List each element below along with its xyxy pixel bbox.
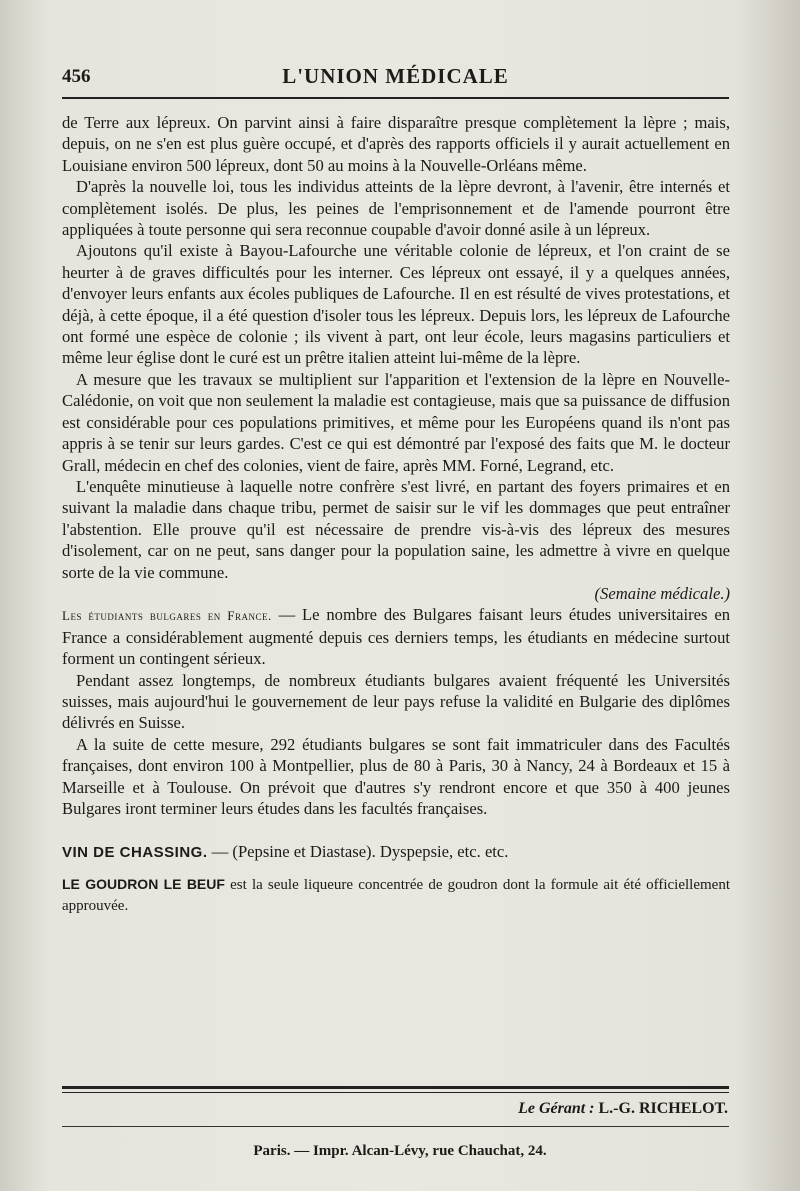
gerant-name: L.-G. RICHELOT. — [594, 1100, 728, 1117]
paragraph-5: L'enquête minutieuse à laquelle notre confrère s'est livré, en partant des foyers primaires et en suivant la maladie dans chaque tribu, permet de saisir sur le vif les dommages que peut entraîner l'abstention. Elle prouve qu'il est nécessaire de prendre vis-à-vis des lépreux des mesures d'isolement, car on ne peut, sans danger pour la population saine, les admettre à vivre en quelque sorte de la vie commune. — [62, 476, 730, 582]
bulgares-intro — [62, 604, 730, 669]
imprint-rule — [62, 1126, 729, 1127]
paragraph-4: A mesure que les travaux se multiplient sur l'apparition et l'extension de la lèpre en Nouvelle-Calédonie, on voit que non seulement la maladie est contagieuse, mais que sa puissance de diffusion est considérable pour ces populations primitives, et même pour les Européens quand ils n'ont pas appris à se tenir sur leurs gardes. C'est ce qui est démontré par l'exposé des faits que M. le docteur Grall, médecin en chef des colonies, vient de faire, après MM. Forné, Legrand, etc. — [62, 369, 730, 475]
paragraph-2: D'après la nouvelle loi, tous les individus atteints de la lèpre devront, à l'avenir, être internés et complètement isolés. De plus, les peines de l'emprisonnement et de l'amende pourront être appliquées à toute personne qui sera reconnue coupable d'avoir donné asile à un lépreux. — [62, 177, 730, 240]
gerant-label: Le Gérant : — [518, 1100, 595, 1117]
vin-title: VIN DE CHASSING. — [62, 844, 208, 862]
goudron-title: LE GOUDRON LE BEUF — [62, 875, 225, 892]
bulgares-paragraph-2: Pendant assez longtemps, de nombreux étudiants bulgares avaient fréquenté les Universités suisses, mais aujourd'hui le gouvernement de leur pays refuse la validité en Bulgarie des diplômes délivrés en Suisse. — [62, 670, 730, 733]
bulgares-paragraph-3: A la suite de cette mesure, 292 étudiants bulgares se sont fait immatriculer dans des Facultés françaises, dont environ 100 à Montpellier, plus de 80 à Paris, 30 à Nancy, 24 à Bordeaux et 15 à Marseille et à Toulouse. On prévoit que d'autres s'y rendront encore et que 350 à 400 jeunes Bulgares iront terminer leurs études dans les facultés françaises. — [62, 734, 730, 818]
paragraph-3: Ajoutons qu'il existe à Bayou-Lafourche une véritable colonie de lépreux, et l'on craint de se heurter à de graves difficultés pour les interner. Ces lépreux ont essayé, il y a quelques années, d'envoyer leurs enfants aux écoles publiques de Lafourche. Il en est résulté de vives protestations, et déjà, à cette époque, il a été question d'isoler tous les lépreux. Depuis lors, les lépreux de Lafourche ont formé une espèce de colonie ; ils vivent à part, ont leur école, leurs magasins particuliers et même leur église dont le curé est un prêtre italien atteint lui-même de la lèpre. — [62, 241, 730, 368]
vin-text: — (Pepsine et Diastase). Dyspepsie, etc. etc. — [207, 842, 509, 862]
page-header — [62, 60, 729, 94]
bulgares-intro-text: — Le nombre des Bulgares faisant leurs études universitaires en France a considérablement augmenté depuis ces derniers temps, les étudiants en médecine surtout forment un contingent sérieux. — [62, 605, 731, 669]
footer-rule — [62, 1086, 729, 1093]
imprint-line: Paris. — Impr. Alcan-Lévy, rue Chauchat, 24. — [253, 1143, 547, 1159]
paragraph-1: de Terre aux lépreux. On parvint ainsi à faire disparaître presque complètement la lèpre ; mais, depuis, on ne s'en est plus guère occupé, et d'après des rapports officiels il y aurait actuellement en Louisiane environ 500 lépreux, dont 50 au moins à la Nouvelle-Orléans même. — [62, 113, 730, 175]
goudron-text: est la seule liqueure concentrée de goudron dont la formule ait été officiellement approuvée. — [62, 876, 730, 915]
gerant-line — [518, 1100, 728, 1118]
article-body — [62, 112, 730, 918]
journal-title: L'UNION MÉDICALE — [282, 64, 509, 88]
bulgares-heading: Les étudiants bulgares en France. — [62, 608, 272, 624]
vin-advertisement — [62, 841, 730, 863]
goudron-advertisement — [62, 874, 730, 918]
source-citation: (Semaine médicale.) — [594, 583, 730, 603]
header-rule — [62, 97, 729, 99]
page-number: 456 — [62, 66, 91, 87]
